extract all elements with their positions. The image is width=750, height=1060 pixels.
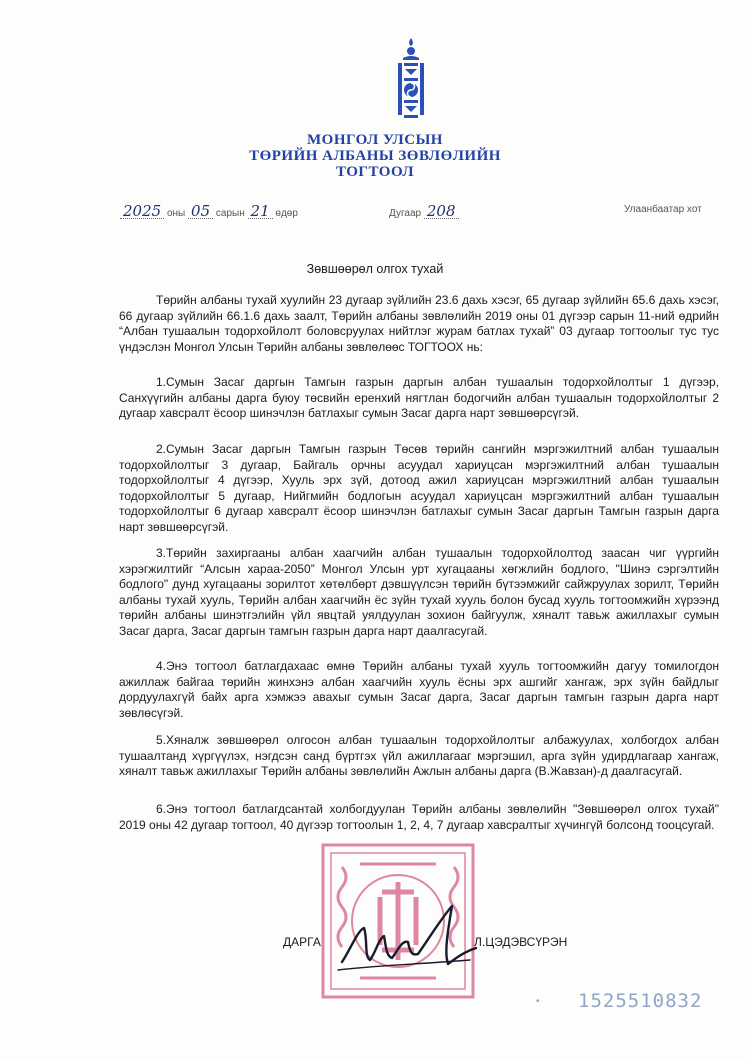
org-line-1: МОНГОЛ УЛСЫН <box>307 132 443 148</box>
date-month-label: сарын <box>215 208 245 219</box>
date-month: 05 <box>188 204 213 219</box>
org-line-3: ТОГТООЛ <box>335 164 415 180</box>
signatory-title: ДАРГА <box>283 935 321 949</box>
soyombo-emblem-icon <box>391 36 431 126</box>
date-day: 21 <box>248 204 273 219</box>
org-line-2: ТӨРИЙН АЛБАНЫ ЗӨВЛӨЛИЙН <box>249 148 501 164</box>
number-value: 208 <box>424 204 459 219</box>
clause-3: 3.Төрийн захиргааны албан хаагчийн албан тушаалын тодорхойлолтод заасан чиг үүргийн хэрэгжилтийг “Алсын хараа-2050” Монгол Улсын урт хугацааны хөгжлийн бодлого, "Шинэ сэргэлтийн бодлого" дунд хугацааны зорилтот хөтөлбөрт дэвшүүлсэн төрийн бүтээмжийг сайжруулах зорилт, Төрийн албаны тухай хууль, Төрийн албан хаагчийн ёс зүйн тухай хууль болон бусад хууль тогтоомжийн хүрээнд төрийн албаны шинэтгэлийн үйл явцтай уялдуулан зохион байгуулж, хяналт тавьж ажиллахыг сумын Засаг дарга, Засаг даргын тамгын газрын дарга нарт даалгасугай. <box>119 546 719 638</box>
clause-2: 2.Сумын Засаг даргын Тамгын газрын Төсөв төрийн сангийн мэргэжилтний албан тушаалын тодорхойлолтыг 3 дугаар, Байгаль орчны асуудал хариуцсан мэргэжилтний албан тушаалын тодорхойлолтыг 4 дүгээр, Хууль эрх зүй, дотоод ажил хариуцсан мэргэжилтний албан тушаалын тодорхойлолтыг 5 дугаар, Нийгмийн бодлогын асуудал хариуцсан мэргэжилтний албан тушаалын тодорхойлолтыг 6 дугаар хавсралт ёсоор шинэчлэн батлахыг сумын Засаг даргын Тамгын газрын дарга нарт зөвшөөрсүгэй. <box>119 442 719 534</box>
date-year-label: оны <box>166 208 186 219</box>
serial-mark: • <box>536 996 540 1007</box>
preamble-paragraph: Төрийн албаны тухай хуулийн 23 дугаар зүйлийн 23.6 дахь хэсэг, 65 дугаар зүйлийн 65.6 дахь хэсэг, 66 дугаар зүйлийн 66.1.6 дахь заалт, Төрийн албаны зөвлөлийн 2019 оны 01 дүгээр сарын 11-ний өдрийн “Албан тушаалын тодорхойлолт боловсруулах нийтлэг журам батлах тухай” 03 дугаар тогтоолыг тус тус үндэслэн Монгол Улсын Төрийн албаны зөвлөлөөс ТОГТООХ нь: <box>119 293 719 354</box>
number-label: Дугаар <box>389 208 422 219</box>
handwritten-signature <box>330 900 480 980</box>
date-year: 2025 <box>120 204 164 219</box>
clause-6: 6.Энэ тогтоол батлагдсантай холбогдуулан Төрийн албаны зөвлөлийн "Зөвшөөрөл олгох тухай" 2019 оны 42 дугаар тогтоол, 40 дүгээр тогтоолын 1, 2, 4, 7 дугаар хавсралтыг хүчингүй болсонд тооцсугай. <box>119 802 719 832</box>
clause-5: 5.Хяналж зөвшөөрөл олгосон албан тушаалын тодорхойлолтыг албажуулах, холбогдох албан тушаалтанд хүргүүлэх, нэгдсэн санд бүртгэх үйл ажиллагааг мэргэшил, арга зүйн удирдлагаар хангаж, хяналт тавьж ажиллахыг Төрийн албаны зөвлөлийн Ажлын албаны дарга (В.Жавзан)-д даалгасугай. <box>119 733 719 778</box>
clause-1: 1.Сумын Засаг даргын Тамгын газрын даргын албан тушаалын тодорхойлолтыг 1 дүгээр, Санхүүгийн албаны дарга буюу төсвийн еренхий нягтлан бодогчийн албан тушаалын тодорхойлолтыг 2 дугаар хавсралт ёсоор шинэчлэн батлахыг сумын Засаг дарга нарт зөвшөөрсүгэй. <box>119 375 719 420</box>
number-line <box>389 204 459 219</box>
date-line <box>120 204 298 219</box>
serial-number: 1525510832 <box>578 990 703 1012</box>
city: Улаанбаатар хот <box>624 204 702 215</box>
signatory-name: Л.ЦЭДЭВСҮРЭН <box>474 935 568 949</box>
clause-4: 4.Энэ тогтоол батлагдахаас өмнө Төрийн албаны тухай хууль тогтоомжийн дагуу томилогдон ажиллаж байгаа төрийн жинхэнэ албан хаагчийн хууль ёсны эрх ашгийг хангаж, эрх зүйн байдлыг дордуулахгүй байх арга хэмжээ авахыг сумын Засаг дарга, Засаг даргын тамгын газрын дарга нарт зөвлөсүгэй. <box>119 659 719 720</box>
date-day-label: өдөр <box>275 208 298 219</box>
document-title: Зөвшөөрөл олгох тухай <box>306 262 444 276</box>
